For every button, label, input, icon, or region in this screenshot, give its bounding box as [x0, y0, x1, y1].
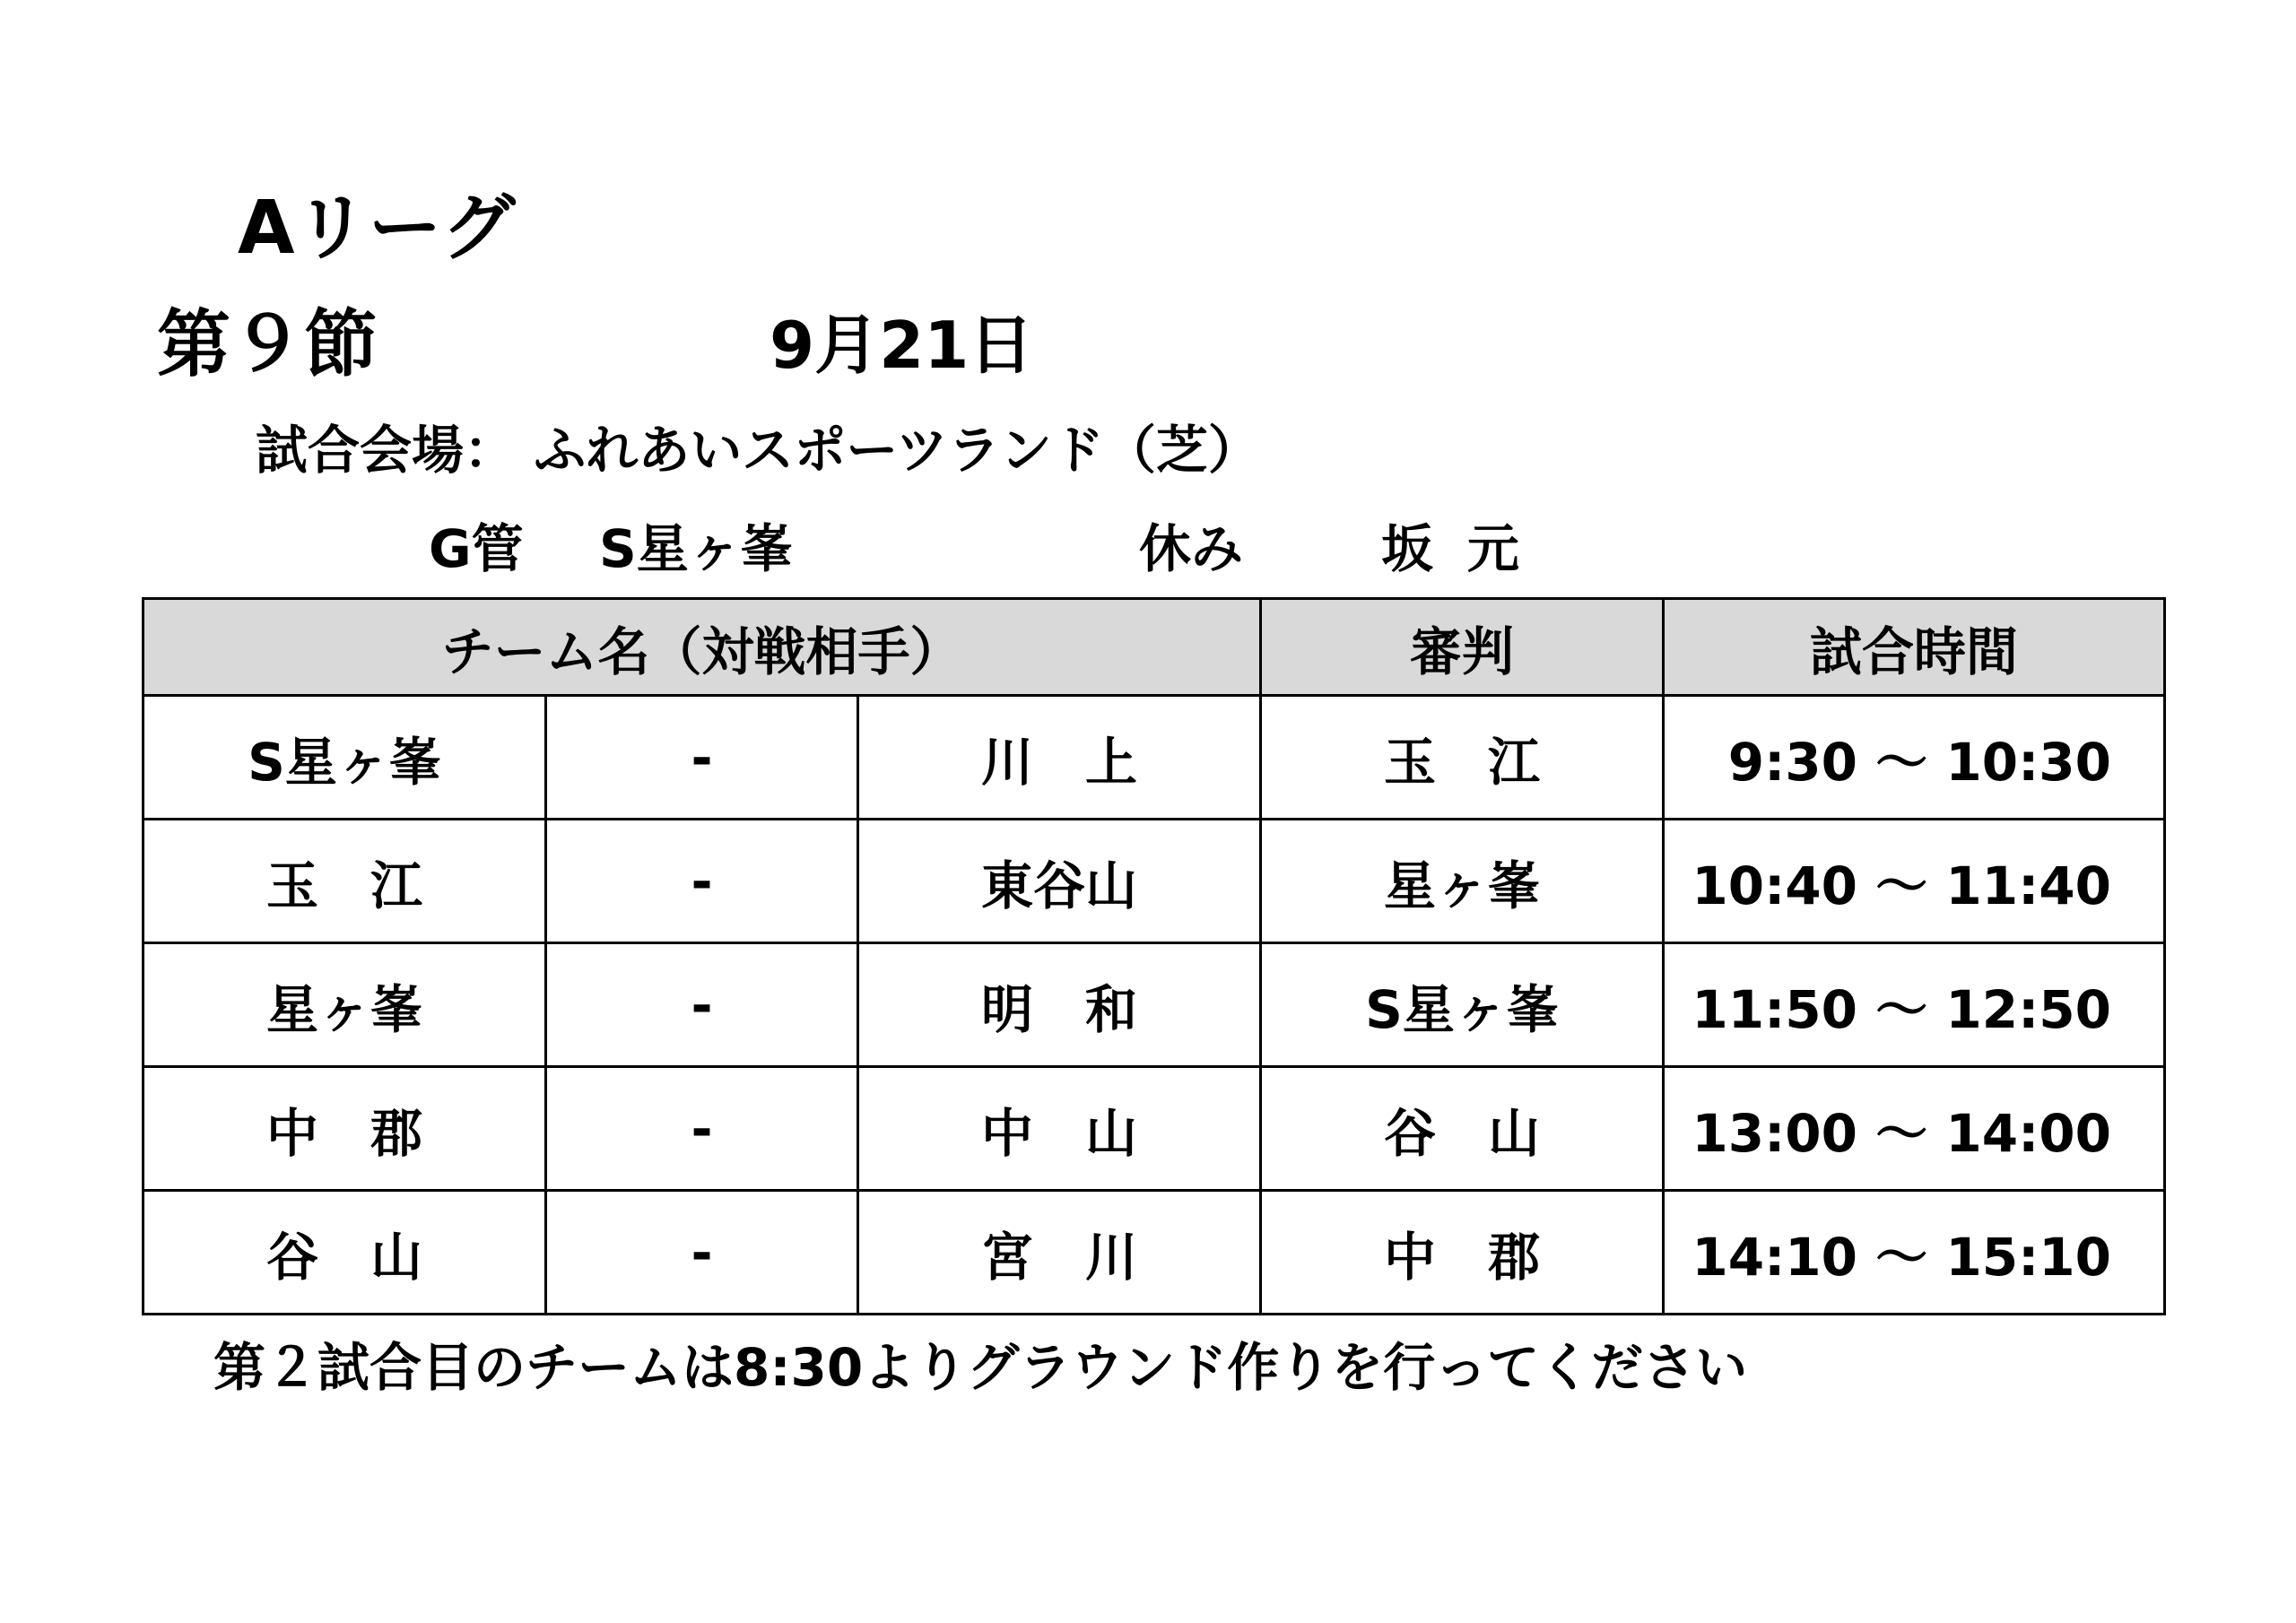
away-team: 宮 川	[858, 1191, 1261, 1315]
home-team: S星ヶ峯	[144, 696, 546, 820]
header-teams: チーム名（対戦相手）	[144, 599, 1261, 696]
table-header-row	[144, 599, 2165, 696]
versus-separator: -	[546, 696, 858, 820]
referee-team: 玉 江	[1261, 696, 1664, 820]
home-team: 星ヶ峯	[144, 943, 546, 1067]
venue-line: 試合会場： ふれあいスポーツランド（芝）	[256, 420, 1260, 481]
home-team: 玉 江	[144, 820, 546, 943]
home-team: 谷 山	[144, 1191, 546, 1315]
away-team: 東谷山	[858, 820, 1261, 943]
versus-separator: -	[546, 1191, 858, 1315]
ground-management-team: S星ヶ峯	[599, 518, 793, 579]
table-row	[144, 1067, 2165, 1191]
match-time: 10:40 ～ 11:40	[1664, 820, 2165, 943]
referee-team: 星ヶ峯	[1261, 820, 1664, 943]
header-time: 試合時間	[1664, 599, 2165, 696]
away-team: 川 上	[858, 696, 1261, 820]
referee-team: 中 郡	[1261, 1191, 1664, 1315]
table-row	[144, 1191, 2165, 1315]
referee-team: S星ヶ峯	[1261, 943, 1664, 1067]
match-time: 14:10 ～ 15:10	[1664, 1191, 2165, 1315]
versus-separator: -	[546, 820, 858, 943]
rest-label: 休み	[1139, 518, 1244, 579]
header-referee: 審判	[1261, 599, 1664, 696]
ground-prep-note: 第２試合目のチームは8:30よりグラウンド作りを行ってください	[213, 1337, 1748, 1398]
match-date: 9月21日	[770, 308, 1034, 383]
referee-team: 谷 山	[1261, 1067, 1664, 1191]
table-row	[144, 943, 2165, 1067]
match-schedule-table	[142, 597, 2166, 1315]
away-team: 中 山	[858, 1067, 1261, 1191]
ground-management-label: G管	[429, 518, 524, 579]
versus-separator: -	[546, 1067, 858, 1191]
table-row	[144, 696, 2165, 820]
match-time: 13:00 ～ 14:00	[1664, 1067, 2165, 1191]
home-team: 中 郡	[144, 1067, 546, 1191]
table-row	[144, 820, 2165, 943]
match-time: 11:50 ～ 12:50	[1664, 943, 2165, 1067]
rest-team: 坂元	[1381, 518, 1554, 579]
versus-separator: -	[546, 943, 858, 1067]
match-time: 9:30 ～ 10:30	[1664, 696, 2165, 820]
round-title: 第９節	[157, 302, 378, 387]
league-title: Aリーグ	[238, 186, 516, 271]
away-team: 明 和	[858, 943, 1261, 1067]
